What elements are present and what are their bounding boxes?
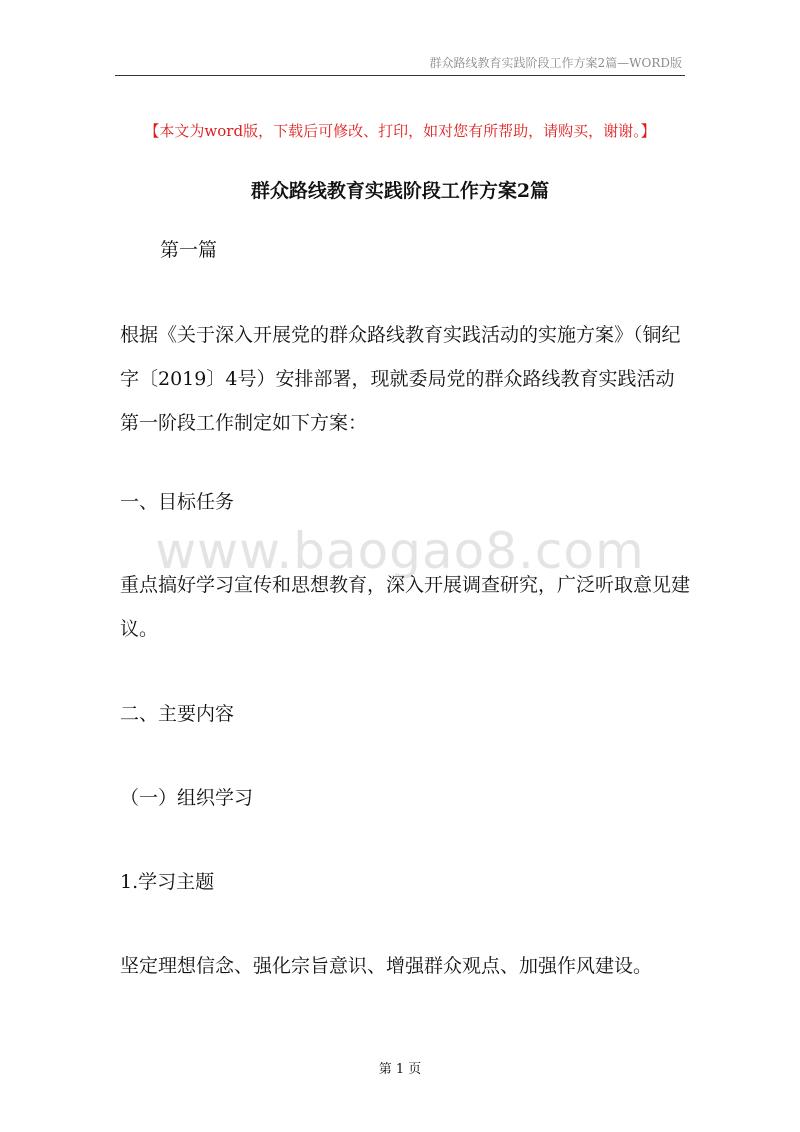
header-divider bbox=[115, 75, 685, 76]
subsection-heading-study: （一）组织学习 bbox=[120, 787, 254, 809]
goals-paragraph: 重点搞好学习宣传和思想教育，深入开展调查研究，广泛听取意见建议。 bbox=[120, 574, 691, 640]
part-label: 第一篇 bbox=[160, 239, 218, 261]
section-heading-goals: 一、目标任务 bbox=[120, 491, 235, 513]
watermark: www.baogao8.com bbox=[155, 522, 645, 580]
intro-paragraph: 根据《关于深入开展党的群众路线教育实践活动的实施方案》（铜纪字〔2019〕4号）安排部署，现就委局党的群众路线教育实践活动第一阶段工作制定如下方案： bbox=[120, 324, 681, 434]
item-heading-study-theme: 1.学习主题 bbox=[120, 871, 215, 893]
document-title: 群众路线教育实践阶段工作方案2篇 bbox=[250, 180, 550, 202]
page-header-title: 群众路线教育实践阶段工作方案2篇—WORD版 bbox=[429, 56, 682, 70]
section-heading-content: 二、主要内容 bbox=[120, 703, 235, 725]
study-theme-paragraph: 坚定理想信念、强化宗旨意识、增强群众观点、加强作风建设。 bbox=[120, 955, 653, 977]
download-notice: 【本文为word版，下载后可修改、打印，如对您有所帮助，请购买，谢谢。】 bbox=[144, 122, 656, 140]
page-number: 第 1 页 bbox=[378, 1062, 422, 1077]
